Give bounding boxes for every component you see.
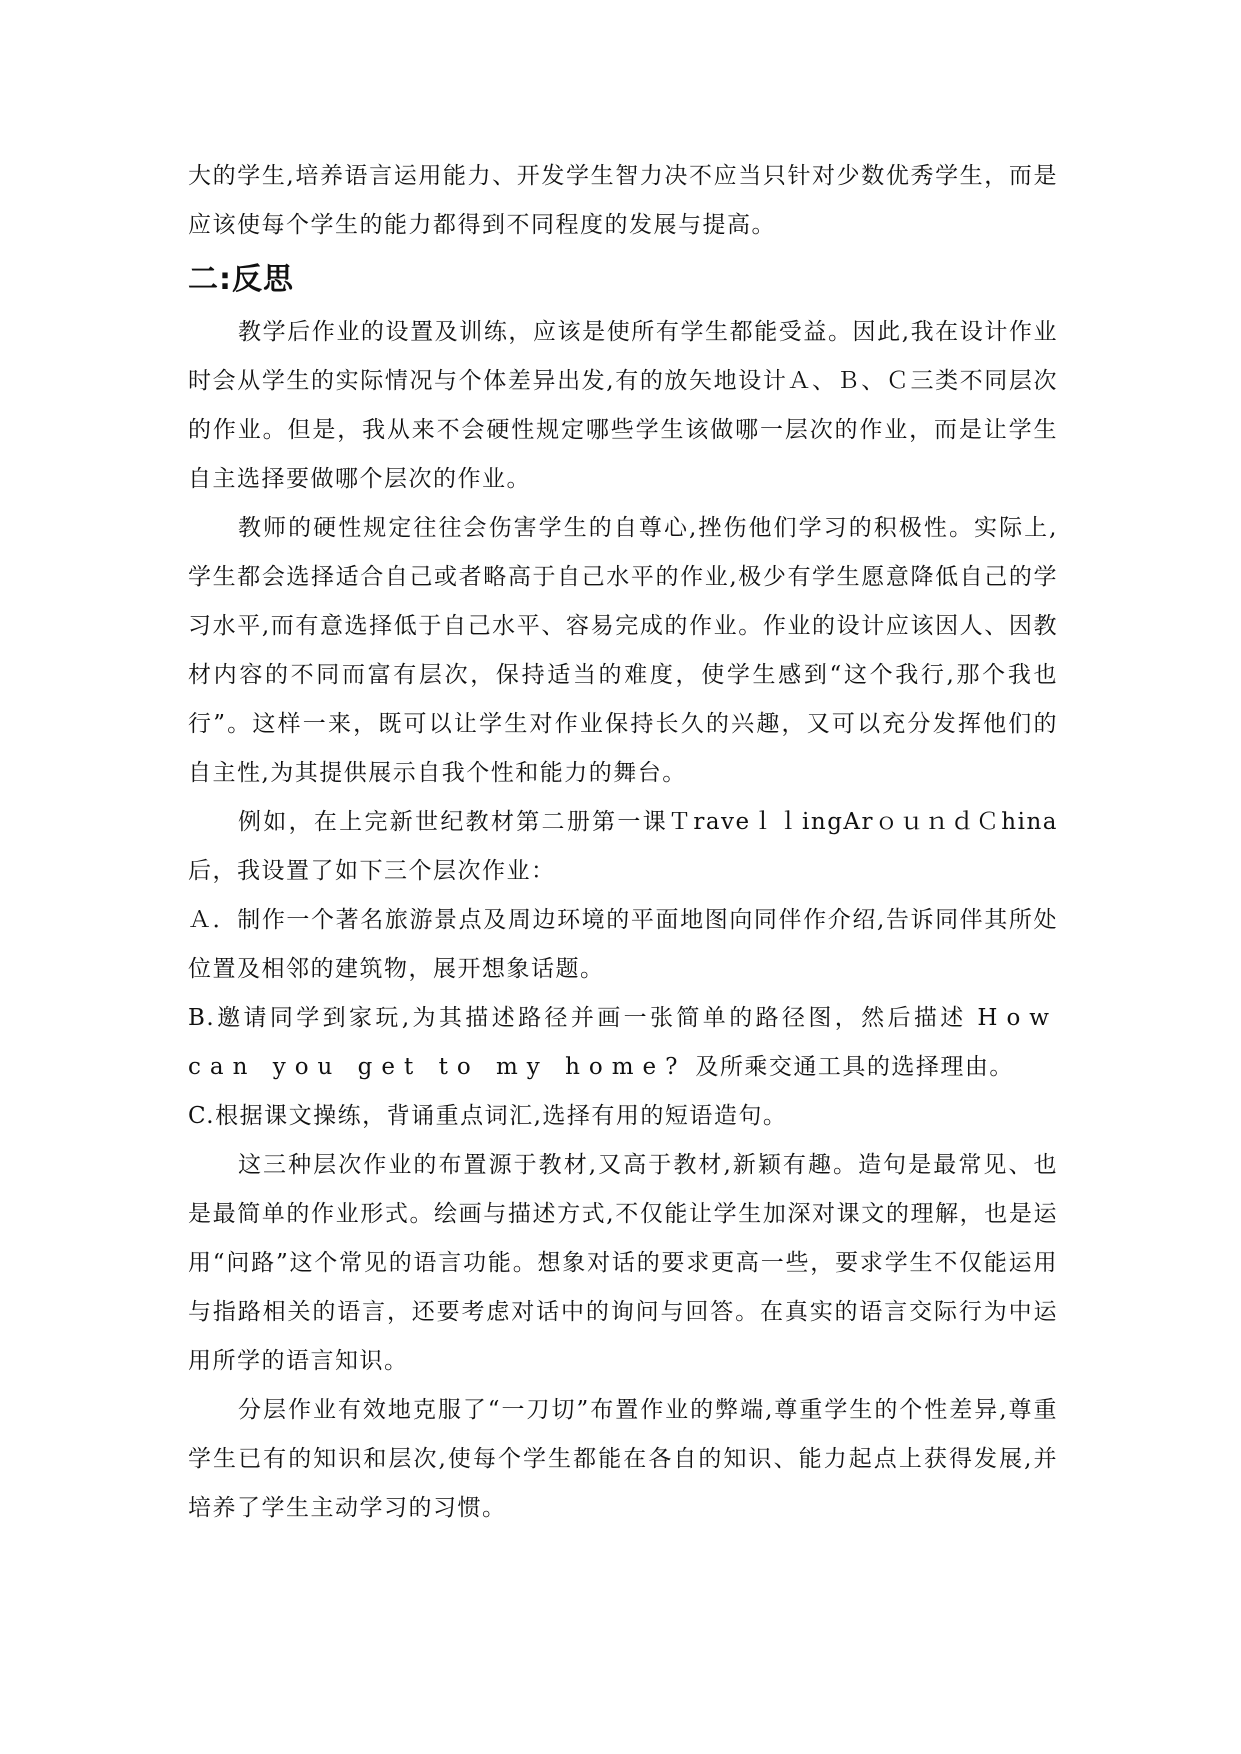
paragraph-1: 教学后作业的设置及训练，应该是使所有学生都能受益。因此,我在设计作业时会从学生的实际情况与个体差异出发,有的放矢地设计Ａ、Ｂ、Ｃ三类不同层次的作业。但是，我从来不会硬性规定哪些学生该做哪一层次的作业，而是让学生自主选择要做哪个层次的作业。 [188,319,1058,492]
continuation-paragraph: 大的学生,培养语言运用能力、开发学生智力决不应当只针对少数优秀学生，而是应该使每个学生的能力都得到不同程度的发展与提高。 [188,163,1058,238]
item-b-prefix: B.邀请同学到家玩,为其描述路径并画一张简单的路径图，然后描述 [188,1005,967,1031]
item-b [188,994,1058,1092]
item-a: Ａ．制作一个著名旅游景点及周边环境的平面地图向同伴作介绍,告诉同伴其所处位置及相邻的建筑物，展开想象话题。 [188,907,1058,982]
paragraph-5: 分层作业有效地克服了“一刀切”布置作业的弊端,尊重学生的个性差异,尊重学生已有的知识和层次,使每个学生都能在各自的知识、能力起点上获得发展,并培养了学生主动学习的习惯。 [188,1397,1058,1521]
paragraph-3: 例如，在上完新世纪教材第二册第一课ＴraveｌｌingArｏｕｎｄＣhina后，我设置了如下三个层次作业： [188,809,1058,884]
paragraph-4: 这三种层次作业的布置源于教材,又高于教材,新颖有趣。造句是最常见、也是最简单的作业形式。绘画与描述方式,不仅能让学生加深对课文的理解，也是运用“问路”这个常见的语言功能。想象对话的要求更高一些，要求学生不仅能运用与指路相关的语言，还要考虑对话中的询问与回答。在真实的语言交际行为中运用所学的语言知识。 [188,1152,1058,1374]
page-content [188,152,1058,1533]
item-b-english: How can you get to my home? [188,1005,1058,1080]
item-c: C.根据课文操练，背诵重点词汇,选择有用的短语造句。 [188,1103,788,1129]
section-heading: 二:反思 [188,262,294,297]
paragraph-2: 教师的硬性规定往往会伤害学生的自尊心,挫伤他们学习的积极性。实际上,学生都会选择适合自己或者略高于自己水平的作业,极少有学生愿意降低自己的学习水平,而有意选择低于自己水平、容易完成的作业。作业的设计应该因人、因教材内容的不同而富有层次，保持适当的难度，使学生感到“这个我行,那个我也行”。这样一来，既可以让学生对作业保持长久的兴趣，又可以充分发挥他们的自主性,为其提供展示自我个性和能力的舞台。 [188,515,1058,786]
item-b-suffix: 及所乘交通工具的选择理由。 [695,1054,1014,1080]
